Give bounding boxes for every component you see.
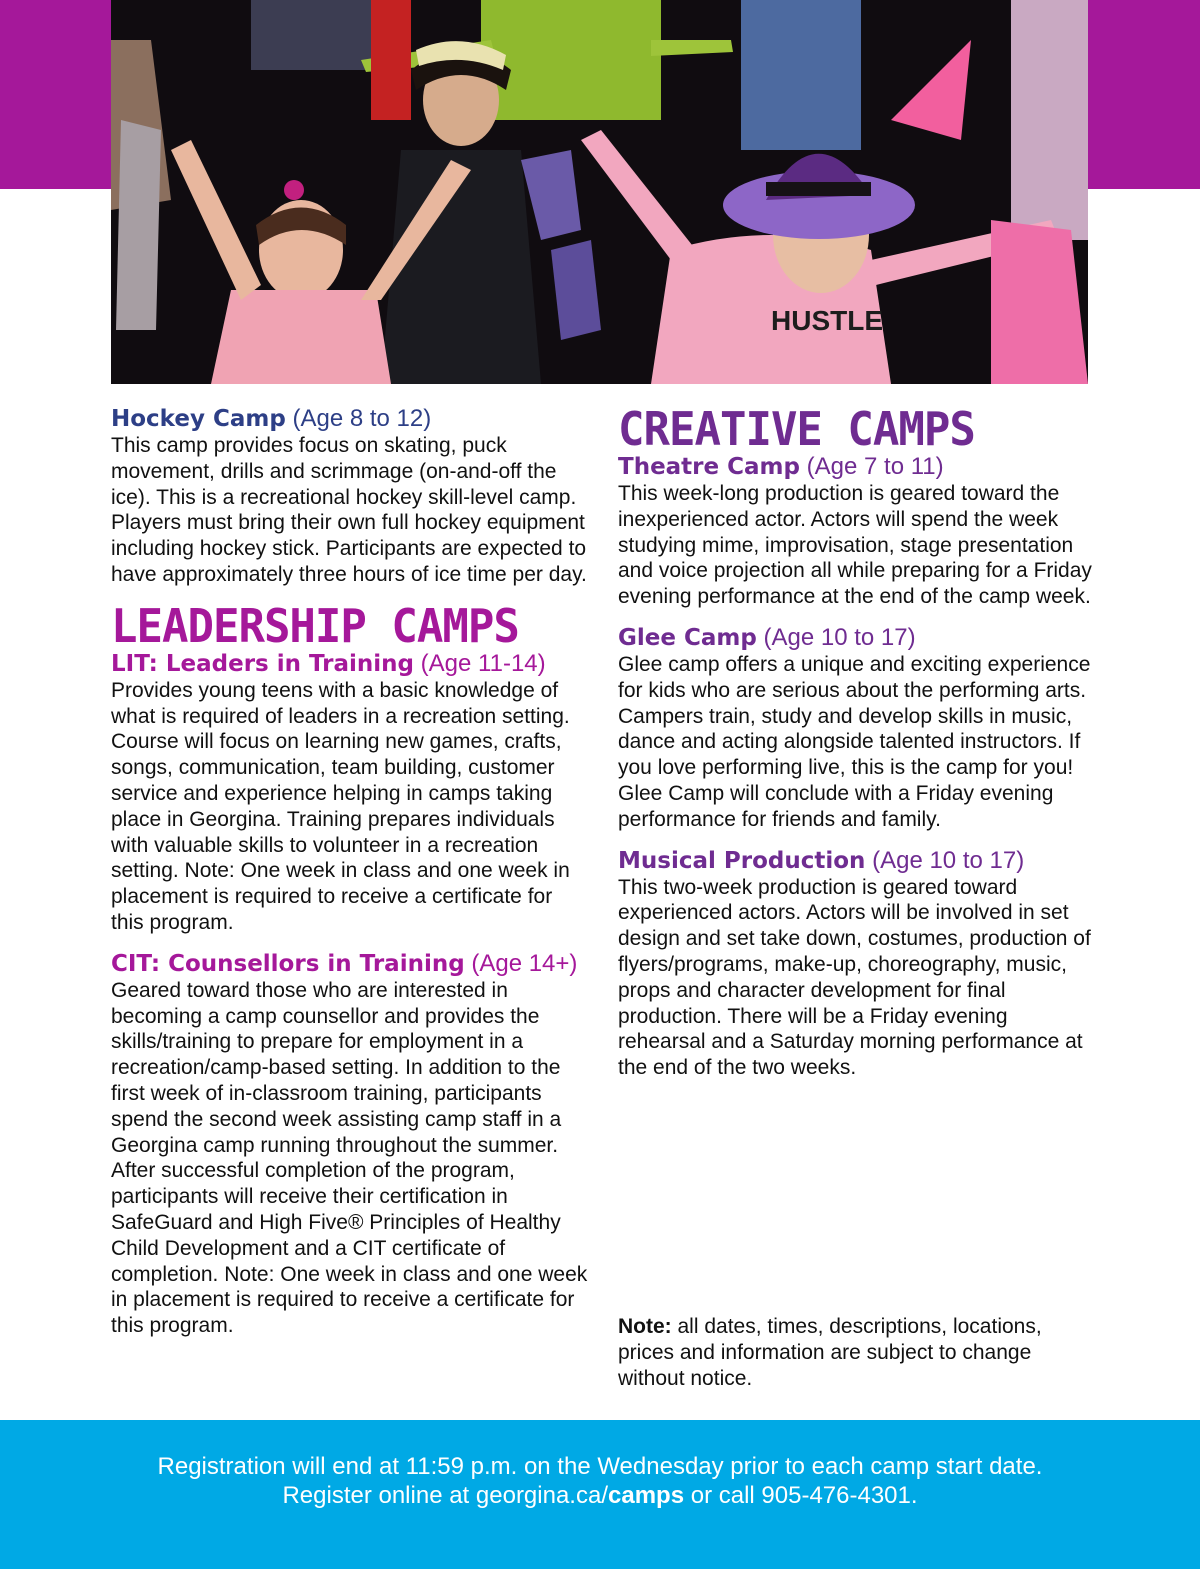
- hockey-camp-age: (Age 8 to 12): [292, 405, 432, 432]
- hero-photo: [111, 0, 1088, 384]
- cit-title: [111, 950, 589, 978]
- phone-number-text: or call 905-476-4301.: [684, 1482, 918, 1509]
- musical-production-age: (Age 10 to 17): [872, 846, 1025, 874]
- lit-name: LIT: Leaders in Training: [111, 650, 414, 677]
- theatre-camp-name: Theatre Camp: [618, 454, 800, 480]
- left-column: [111, 405, 589, 1339]
- cit-description: Geared toward those who are interested in becoming a camp counsellor and provides the skills/training to prepare for employment in a recreation/camp-based setting. In addition to the first week of in-classroom training, participants spend the second week assisting camp staff in a Georgina camp running throughout the summer. After successful completion of the program, participants will receive their certification in SafeGuard and High Five® Principles of Healthy Child Development and a CIT certificate of completion. Note: One week in class and one week in placement is required to receive a certificate for this program.: [111, 978, 588, 1338]
- lit-age: (Age 11-14): [420, 649, 546, 677]
- svg-text:HUSTLE: HUSTLE: [771, 305, 883, 336]
- cit-name: CIT: Counsellors in Training: [111, 950, 465, 977]
- hockey-camp-title: [111, 405, 589, 433]
- camps-link[interactable]: camps: [608, 1482, 685, 1509]
- lit-title: [111, 650, 589, 678]
- glee-camp-title: [618, 624, 1096, 652]
- magenta-band-left: [0, 0, 112, 189]
- register-online-prefix: Register online at georgina.ca/: [282, 1482, 608, 1509]
- kids-dancing-illustration: [111, 0, 1088, 384]
- theatre-camp-title: [618, 453, 1096, 481]
- glee-camp-description: Glee camp offers a unique and exciting experience for kids who are serious about the performing arts. Campers train, study and develop skills in music, dance and acting alongside talented instructors. If you love performing live, this is the camp for you! Glee Camp will conclude with a Friday evening performance for friends and family.: [618, 652, 1091, 831]
- lit-description: Provides young teens with a basic knowledge of what is required of leaders in a recreation setting. Course will focus on learning new games, crafts, songs, communication, team building, customer service and experience helping in camps taking place in Georgina. Training prepares individuals with valuable skills to volunteer in a recreation setting. Note: One week in class and one week in placement is required to receive a certificate for this program.: [111, 678, 570, 934]
- right-column: [618, 402, 1096, 1081]
- note-text: all dates, times, descriptions, locations, prices and information are subject to change without notice.: [618, 1315, 1042, 1390]
- theatre-camp-description: This week-long production is geared toward the inexperienced actor. Actors will spend the week studying mime, improvisation, stage presentation and voice projection all while preparing for a Friday evening performance at the end of the camp week.: [618, 482, 1092, 609]
- theatre-camp-age: (Age 7 to 11): [806, 453, 944, 480]
- musical-production-description: This two-week production is geared toward experienced actors. Actors will be involved in set design and set take down, costumes, production of flyers/programs, make-up, choreography, music, props and character development for final production. There will be a Friday evening rehearsal and a Saturday morning performance at the end of the two weeks.: [618, 875, 1091, 1080]
- registration-footer: [0, 1420, 1200, 1569]
- hockey-camp-name: Hockey Camp: [111, 406, 286, 432]
- creative-camps-heading: CREATIVE CAMPS: [618, 402, 975, 457]
- registration-deadline-text: Registration will end at 11:59 p.m. on the Wednesday prior to each camp start date.: [157, 1453, 1043, 1480]
- glee-camp-age: (Age 10 to 17): [763, 623, 916, 651]
- note-label: Note:: [618, 1315, 672, 1338]
- leadership-camps-heading: LEADERSHIP CAMPS: [111, 599, 519, 654]
- disclaimer-note: [618, 1314, 1088, 1391]
- musical-production-name: Musical Production: [618, 847, 866, 874]
- cit-age: (Age 14+): [471, 949, 578, 977]
- magenta-band-right: [1088, 0, 1200, 189]
- hockey-camp-description: This camp provides focus on skating, puck movement, drills and scrimmage (on-and-off the ice). This is a recreational hockey skill-level camp. Players must bring their own full hockey equipment including hockey stick. Participants are expected to have approximately three hours of ice time per day.: [111, 434, 587, 586]
- musical-production-title: [618, 847, 1096, 875]
- register-online-line: [0, 1481, 1200, 1511]
- glee-camp-name: Glee Camp: [618, 624, 757, 651]
